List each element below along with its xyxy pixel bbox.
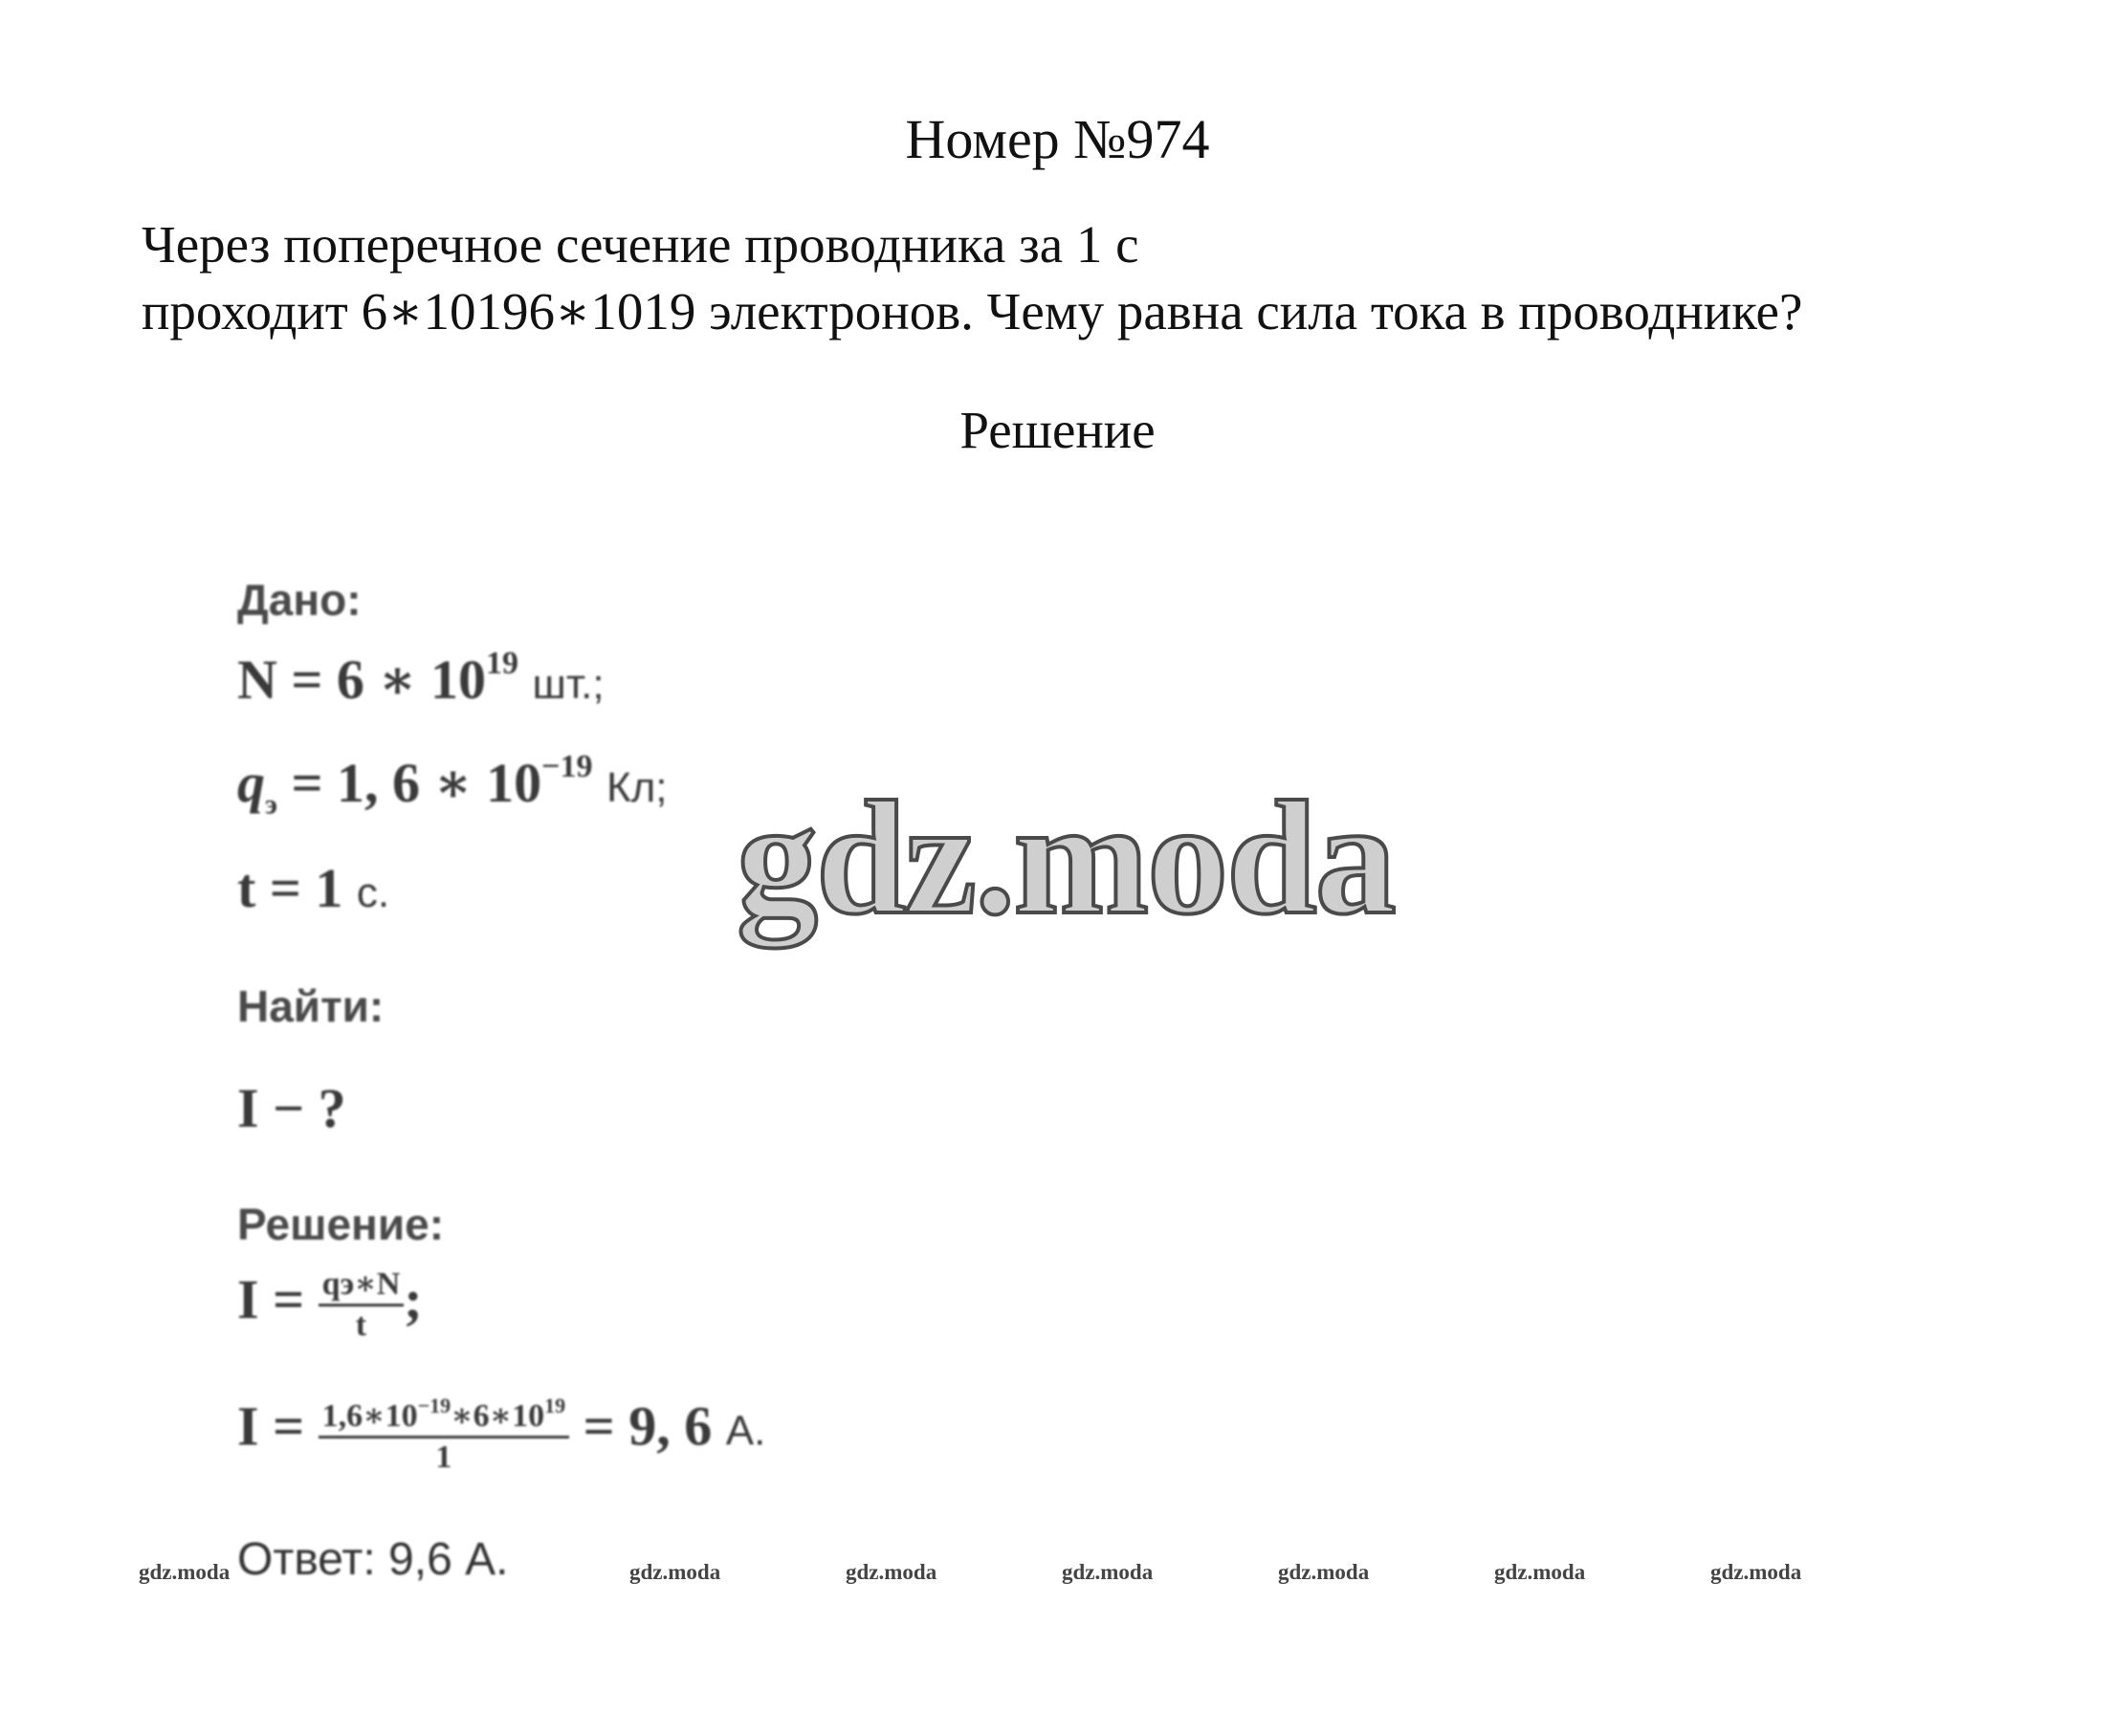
formula-end: ; [404, 1267, 423, 1330]
solution-heading: Решение [959, 401, 1156, 459]
solution-image [230, 560, 957, 1621]
calc-num-a: 1,6∗10 [321, 1398, 418, 1434]
given-n [237, 646, 605, 712]
calc-result: = 9, 6 [583, 1395, 713, 1458]
given-q [237, 749, 668, 822]
find-label: Найти: [237, 981, 385, 1031]
calc-unit: А. [725, 1407, 766, 1455]
given-t-lhs: t = 1 [237, 857, 343, 919]
formula-denominator: t [355, 1307, 367, 1343]
given-t [237, 856, 389, 920]
formula-row [237, 1265, 423, 1345]
formula-numerator: qэ∗N [319, 1265, 405, 1307]
given-n-unit: шт.; [532, 661, 605, 708]
watermark: gdz.moda [737, 768, 1395, 948]
given-q-lhs: q [237, 752, 265, 814]
given-q-sub: э [265, 788, 277, 821]
calc-denominator: 1 [435, 1439, 452, 1475]
small-watermark: gdz.moda [846, 1560, 937, 1584]
calc-lhs: I = [237, 1395, 305, 1458]
small-watermark: gdz.moda [1062, 1560, 1154, 1584]
given-q-unit: Кл; [606, 764, 668, 811]
formula-fraction [319, 1265, 405, 1345]
calc-num-b: ∗6∗10 [451, 1398, 545, 1434]
calc-numerator [319, 1387, 570, 1439]
calc-num-a-exp: −19 [417, 1394, 452, 1417]
small-watermark: gdz.moda [1494, 1560, 1586, 1584]
small-watermark: gdz.moda [1710, 1560, 1802, 1584]
answer: Ответ: 9,6 А. [237, 1534, 509, 1585]
given-n-lhs: N = 6 ∗ 10 [237, 648, 487, 711]
small-watermark: gdz.moda [1278, 1560, 1370, 1584]
calc-fraction [319, 1387, 570, 1477]
calc-row [237, 1387, 765, 1477]
given-q-mid: = 1, 6 ∗ 10 [276, 752, 542, 814]
problem-text-line-1: Через поперечное сечение проводника за 1 с [142, 215, 1139, 274]
find-value: I − ? [237, 1077, 346, 1139]
small-watermark: gdz.moda [629, 1560, 721, 1584]
page-title: Номер №974 [905, 108, 1210, 170]
given-n-exp: 19 [486, 646, 519, 681]
solution-label: Решение: [237, 1199, 445, 1249]
calc-num-b-exp: 19 [544, 1394, 566, 1417]
given-label: Дано: [237, 575, 362, 625]
small-watermark: gdz.moda [139, 1560, 231, 1584]
formula-lhs: I = [237, 1267, 305, 1330]
given-t-unit: с. [356, 869, 390, 916]
given-q-exp: −19 [541, 749, 593, 784]
problem-text-line-2: проходит 6∗10196∗1019 электронов. Чему равна сила тока в проводнике? [142, 282, 1803, 341]
